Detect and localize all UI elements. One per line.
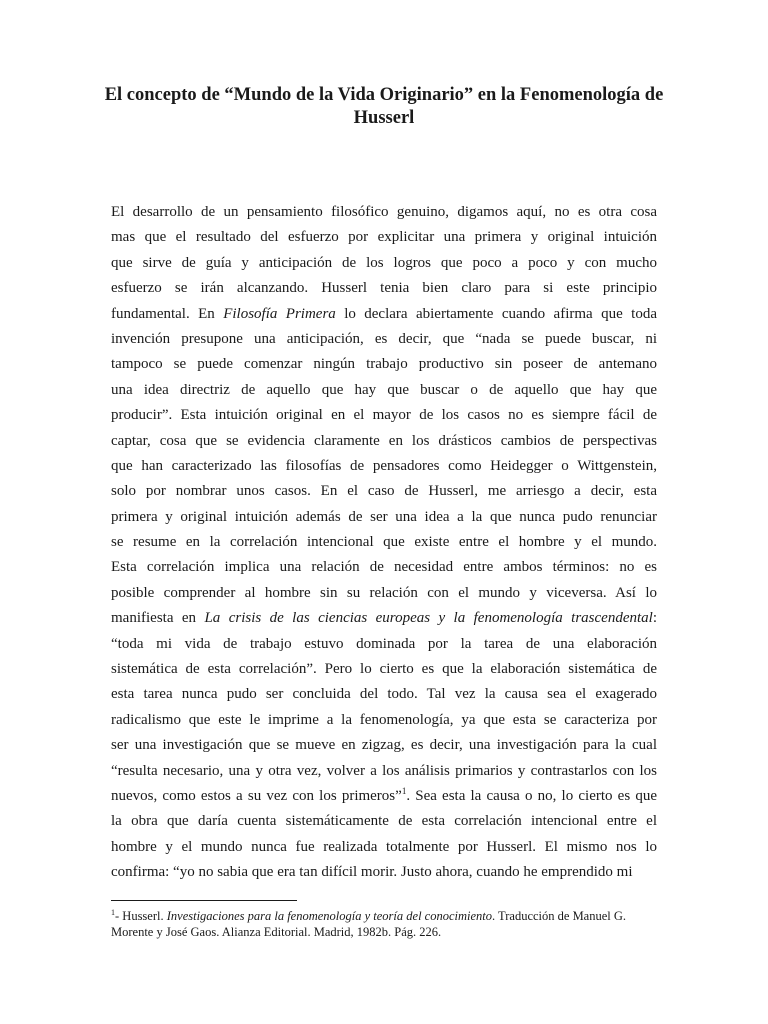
text-line: se resume en la correlación intencional que existe entre el hombre y el mundo. [111, 534, 657, 551]
footnote-prefix: - Husserl. [115, 909, 167, 923]
text-line: esta tarea nunca pudo ser concluida del todo. Tal vez la causa sea el exagerado [111, 686, 657, 703]
text-line: solo por nombrar unos casos. En el caso de Husserl, me arriesgo a decir, esta [111, 483, 657, 500]
text-line: posible comprender al hombre sin su relación con el mundo y viceversa. Así lo [111, 584, 657, 601]
text-segment: nuevos, como estos a su vez con los primeros” [111, 787, 402, 804]
text-line: que han caracterizado las filosofías de pensadores como Heidegger o Wittgenstein, [111, 457, 657, 474]
body-paragraph [111, 200, 657, 886]
text-segment: manifiesta en [111, 610, 205, 627]
footnote-marker: 1 [111, 907, 115, 917]
text-line: que sirve de guía y anticipación de los logros que poco a poco y con mucho [111, 254, 657, 271]
text-line: una idea directriz de aquello que hay que buscar o de aquello que hay que [111, 381, 657, 398]
footnote-divider [111, 900, 297, 901]
text-line: “resulta necesario, una y otra vez, volver a los análisis primarios y contrastarlos con los [111, 762, 657, 779]
text-line: producir”. Esta intuición original en el mayor de los casos no es siempre fácil de [111, 407, 657, 424]
text-line [111, 606, 657, 631]
text-line: sistemática de esta correlación”. Pero lo cierto es que la elaboración sistemática de [111, 661, 657, 678]
text-line: primera y original intuición además de ser una idea a la que nunca pudo renunciar [111, 508, 657, 525]
footnote [111, 908, 663, 940]
text-line: hombre y el mundo nunca fue realizada totalmente por Husserl. El mismo nos lo [111, 838, 657, 855]
text-segment: . Sea esta la causa o no, lo cierto es que [406, 787, 657, 804]
text-line [111, 784, 657, 809]
text-line [111, 302, 657, 327]
text-line: “toda mi vida de trabajo estuvo dominada por la tarea de una elaboración [111, 635, 657, 652]
footnote-reference: 1 [401, 785, 407, 796]
document-title: El concepto de “Mundo de la Vida Originario” en la Fenomenología de Husserl [104, 85, 664, 128]
text-line: radicalismo que este le imprime a la fenomenología, ya que esta se caracteriza por [111, 711, 657, 728]
text-segment: lo declara abiertamente cuando afirma que toda [335, 305, 657, 322]
text-line: captar, cosa que se evidencia claramente en los drásticos cambios de perspectivas [111, 432, 657, 449]
text-line: confirma: “yo no sabia que era tan difícil morir. Justo ahora, cuando he emprendido mi [111, 864, 633, 881]
text-line: invención presupone una anticipación, es decir, que “nada se puede buscar, ni [111, 330, 657, 347]
text-line: El desarrollo de un pensamiento filosófico genuino, digamos aquí, no es otra cosa [111, 204, 657, 220]
text-line: mas que el resultado del esfuerzo por explicitar una primera y original intuición [111, 229, 657, 246]
text-line: Esta correlación implica una relación de necesidad entre ambos términos: no es [111, 559, 657, 576]
footnote-publication: . Traducción de Manuel G. Morente y José Gaos. Alianza Editorial. Madrid, 1982b. Pág. 226. [111, 909, 627, 939]
text-line: la obra que daría cuenta sistemáticamente de esta correlación intencional entre el [111, 813, 657, 830]
text-segment: fundamental. En [111, 305, 224, 322]
italic-work-title: La crisis de las ciencias europeas y la fenomenología trascendental [204, 610, 653, 627]
text-segment: : [652, 610, 657, 627]
italic-work-title: Filosofía Primera [223, 305, 336, 322]
text-line: esfuerzo se irán alcanzando. Husserl tenia bien claro para si este principio [111, 280, 657, 297]
text-line: ser una investigación que se mueve en zigzag, es decir, una investigación para la cual [111, 737, 657, 754]
text-line: tampoco se puede comenzar ningún trabajo productivo sin poseer de antemano [111, 356, 657, 373]
footnote-work-title: Investigaciones para la fenomenología y teoría del conocimiento [166, 909, 493, 923]
